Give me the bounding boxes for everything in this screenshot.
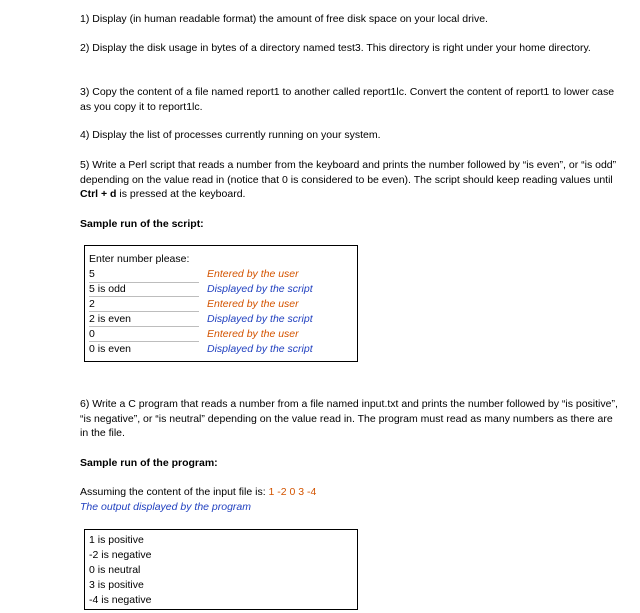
input-file-line xyxy=(80,485,620,500)
output-line: 1 is positive xyxy=(89,534,144,546)
question-5-keys: Ctrl + d xyxy=(80,188,117,200)
divider xyxy=(89,296,199,297)
output-line: 0 is neutral xyxy=(89,564,141,576)
output-line: 3 is positive xyxy=(89,579,144,591)
sample-script-heading: Sample run of the script: xyxy=(80,218,204,230)
script-line: 2 is even xyxy=(89,313,132,325)
question-1: 1) Display (in human readable format) the amount of free disk space on your local drive. xyxy=(80,13,488,25)
input-label: Assuming the content of the input file is: xyxy=(80,486,269,498)
question-5-text: 5) Write a Perl script that reads a number from the keyboard and prints the number followed by “is even”, or “is odd” depending on the value read in (notice that 0 is considered to be even). The script should keep reading values until xyxy=(80,159,617,186)
sample-program-heading: Sample run of the program: xyxy=(80,457,218,469)
input-values: 1 -2 0 3 -4 xyxy=(268,486,317,498)
note-script: Displayed by the script xyxy=(207,343,313,355)
note-user: Entered by the user xyxy=(207,328,299,340)
script-prompt: Enter number please: xyxy=(89,253,190,265)
divider xyxy=(89,341,199,342)
script-line: 0 is even xyxy=(89,343,132,355)
script-line: 5 xyxy=(89,268,95,280)
question-2: 2) Display the disk usage in bytes of a directory named test3. This directory is right under your home directory. xyxy=(80,42,591,54)
question-5 xyxy=(80,158,620,202)
question-4: 4) Display the list of processes currently running on your system. xyxy=(80,129,381,141)
note-user: Entered by the user xyxy=(207,298,299,310)
program-output-box xyxy=(84,529,358,610)
script-line: 0 xyxy=(89,328,95,340)
script-line: 5 is odd xyxy=(89,283,126,295)
script-sample-box xyxy=(84,245,358,362)
script-line: 2 xyxy=(89,298,95,310)
output-label: The output displayed by the program xyxy=(80,501,252,513)
output-line: -2 is negative xyxy=(89,549,152,561)
note-user: Entered by the user xyxy=(207,268,299,280)
divider xyxy=(89,311,199,312)
question-5-tail: is pressed at the keyboard. xyxy=(116,188,246,200)
note-script: Displayed by the script xyxy=(207,313,313,325)
output-line: -4 is negative xyxy=(89,594,152,606)
divider xyxy=(89,326,199,327)
question-3: 3) Copy the content of a file named report1 to another called report1lc. Convert the content of report1 to lower case as you copy it to report1lc. xyxy=(80,86,615,113)
question-6: 6) Write a C program that reads a number from a file named input.txt and prints the number followed by “is positive”, “is negative”, or “is neutral” depending on the value read in. The program must read as many numbers as there are in the file. xyxy=(80,398,618,439)
note-script: Displayed by the script xyxy=(207,283,313,295)
